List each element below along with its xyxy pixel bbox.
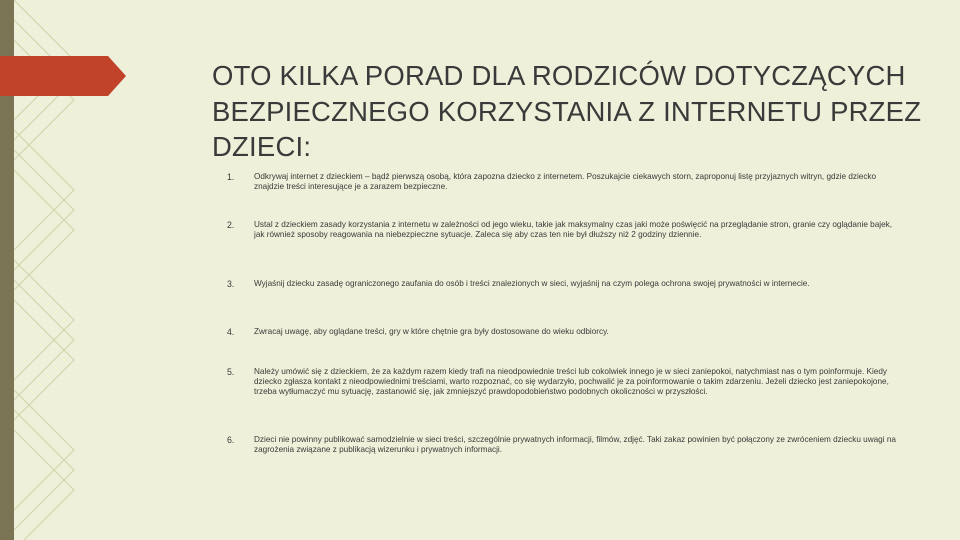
list-item-number: 4. [227, 327, 235, 337]
slide-title: OTO KILKA PORAD DLA RODZICÓW DOTYCZĄCYCH BEZPIECZNEGO KORZYSTANIA Z INTERNETU PRZEZ DZIECI: [212, 60, 922, 162]
list-item-text: Zwracaj uwagę, aby oglądane treści, gry w które chętnie gra były dostosowane do wieku odbiorcy. [254, 327, 609, 336]
list-item-text: Wyjaśnij dziecku zasadę ograniczonego zaufania do osób i treści znalezionych w sieci, wyjaśnij na czym polega ochrona swojej prywatności w internecie. [254, 279, 810, 288]
list-item-number: 2. [227, 220, 235, 230]
list-item-text: Należy umówić się z dzieckiem, że za każdym razem kiedy trafi na nieodpowiednie treści lub cokolwiek innego je w sieci zaniepokoi, natychmiast nas o tym poinformuje. Kiedy dziecko zgłasza kontakt z nieodpowiednimi treściami, warto rozpoznać, co się wydarzyło, pochwalić je za poinformowanie o takim zdarzeniu. Jeżeli dziecko jest zaniepokojone, trzeba wytłumaczyć mu sytuację, zastanowić się, jak zmniejszyć prawdopodobieństwo podobnych okoliczności w przyszłości. [254, 367, 889, 397]
title-accent-arrow [0, 56, 126, 96]
list-item-text: Odkrywaj internet z dzieckiem – bądź pierwszą osobą, która zapozna dziecko z internetem. Poszukajcie ciekawych storn, zaproponuj listę przyjaznych witryn, gdzie dziecko znajdzie treści interesujące je a zarazem bezpieczne. [254, 172, 877, 192]
list-item-number: 5. [227, 367, 235, 377]
list-item-text: Ustal z dzieckiem zasady korzystania z internetu w zależności od jego wieku, takie jak maksymalny czas jaki może poświęcić na przeglądanie stron, granie czy oglądanie bajek, jak również sposoby reagowania na niebezpieczne sytuacje. Zaleca się aby czas ten nie był dłuższy niż 2 godziny dziennie. [254, 220, 893, 240]
list-item-number: 3. [227, 279, 235, 289]
list-item-text: Dzieci nie powinny publikować samodzielnie w sieci treści, szczególnie prywatnych informacji, filmów, zdjęć. Taki zakaz powinien być połączony ze zwróceniem dziecku uwagi na zagrożenia związane z publikacją wizerunku i prywatnych informacji. [254, 435, 896, 455]
list-item-number: 1. [227, 172, 235, 182]
list-item-number: 6. [227, 435, 235, 445]
